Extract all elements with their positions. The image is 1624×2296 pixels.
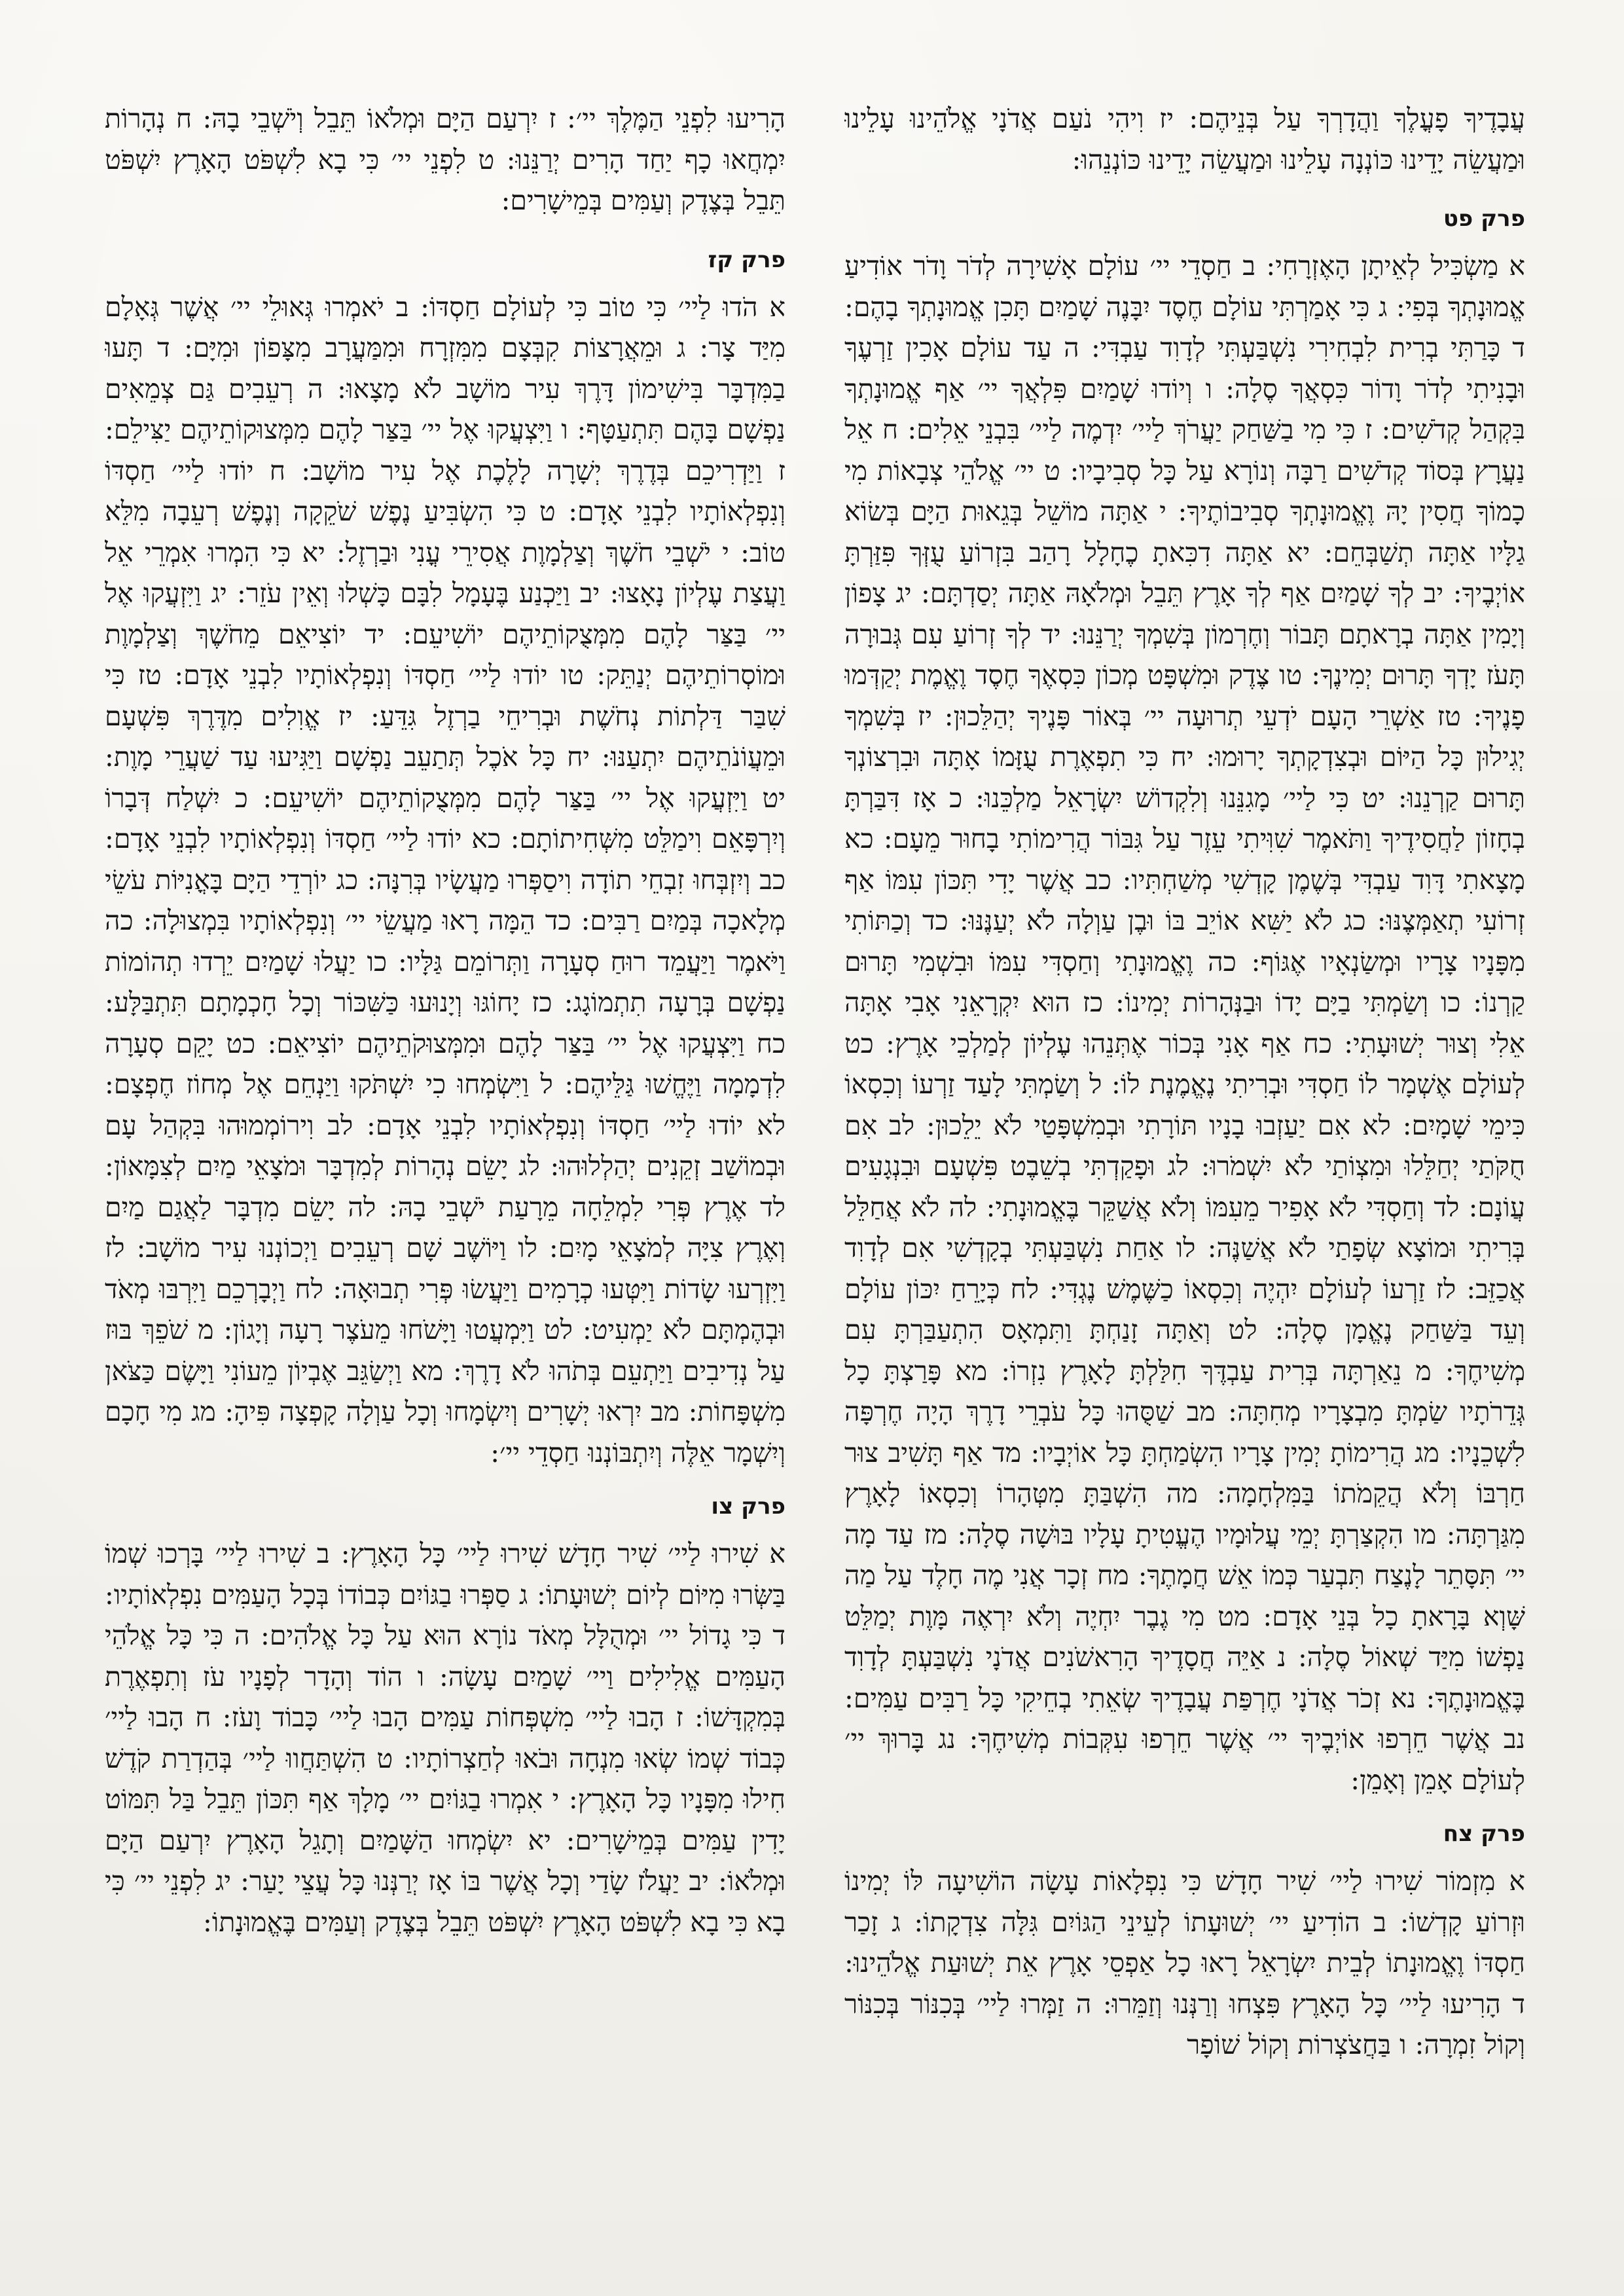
chapter-96-text: א שִׁירוּ לַיי׳ שִׁיר חָדָשׁ שִׁירוּ לַיי׳ כָּל הָאָרֶץ: ב שִׁירוּ לַיי׳ בָּרְכוּ שְׁמוֹ בַּשְּׂרוּ מִיּוֹם לְיוֹם יְשׁוּעָתוֹ: ג סַפְּרוּ בַגּוֹיִם כְּבוֹדוֹ בְּכָל הָעַמִּים נִפְלְאוֹתָיו: ד כִּי גָדוֹל יי׳ וּמְהֻלָּל מְאֹד נוֹרָא הוּא עַל כָּל אֱלֹהִים: ה כִּי כָּל אֱלֹהֵי הָעַמִּים אֱלִילִים וַיי׳ שָׁמַיִם עָשָׂה: ו הוֹד וְהָדָר לְפָנָיו עֹז וְתִפְאֶרֶת בְּמִקְדָּשׁוֹ: ז הָבוּ לַיי׳ מִשְׁפְּחוֹת עַמִּים הָבוּ לַיי׳ כָּבוֹד וָעֹז: ח הָבוּ לַיי׳ כְּבוֹד שְׁמוֹ שְׂאוּ מִנְחָה וּבֹאוּ לְחַצְרוֹתָיו: ט הִשְׁתַּחֲווּ לַיי׳ בְּהַדְרַת קֹדֶשׁ חִילוּ מִפָּנָיו כָּל הָאָרֶץ: י אִמְרוּ בַגּוֹיִם יי׳ מָלָךְ אַף תִּכּוֹן תֵּבֵל בַּל תִּמּוֹט יָדִין עַמִּים בְּמֵישָׁרִים: יא יִשְׂמְחוּ הַשָּׁמַיִם וְתָגֵל הָאָרֶץ יִרְעַם הַיָּם וּמְלֹאוֹ: יב יַעֲלֹז שָׂדַי וְכָל אֲשֶׁר בּוֹ אָז יְרַנְּנוּ כָּל עֲצֵי יָעַר: יג לִפְנֵי יי׳ כִּי בָא כִּי בָא לִשְׁפֹּט הָאָרֶץ יִשְׁפֹּט תֵּבֵל בְּצֶדֶק וְעַמִּים בֶּאֱמוּנָתוֹ:	[105, 1538, 785, 1938]
chapter-96-heading: פרק צו	[711, 1493, 785, 1520]
chapter-98-heading: פרק צח	[1443, 1821, 1525, 1847]
chapter-98-text: א מִזְמוֹר שִׁירוּ לַיי׳ שִׁיר חָדָשׁ כִּי נִפְלָאוֹת עָשָׂה הוֹשִׁיעָה לּוֹ יְמִינוֹ וּזְרוֹעַ קָדְשׁוֹ: ב הוֹדִיעַ יי׳ יְשׁוּעָתוֹ לְעֵינֵי הַגּוֹיִם גִּלָּה צִדְקָתוֹ: ג זָכַר חַסְדּוֹ וֶאֱמוּנָתוֹ לְבֵית יִשְׂרָאֵל רָאוּ כָל אַפְסֵי אָרֶץ אֵת יְשׁוּעַת אֱלֹהֵינוּ: ד הָרִיעוּ לַיי׳ כָּל הָאָרֶץ פִּצְחוּ וְרַנְּנוּ וְזַמֵּרוּ: ה זַמְּרוּ לַיי׳ בְּכִנּוֹר בְּכִנּוֹר וְקוֹל זִמְרָה: ו בַּחֲצֹצְרוֹת וְקוֹל שׁוֹפָר	[844, 1865, 1525, 2060]
psalm-98-continuation: הָרִיעוּ לִפְנֵי הַמֶּלֶךְ יי׳: ז יִרְעַם הַיָּם וּמְלֹאוֹ תֵּבֵל וְיֹשְׁבֵי בָהּ: ח נְהָרוֹת יִמְחֲאוּ כָף יַחַד הָרִים יְרַנֵּנוּ: ט לִפְנֵי יי׳ כִּי בָא לִשְׁפֹּט הָאָרֶץ יִשְׁפֹּט תֵּבֵל בְּצֶדֶק וְעַמִּים בְּמֵישָׁרִים:	[105, 103, 785, 216]
right-column	[844, 98, 1525, 2219]
chapter-89-text: א מַשְׂכִּיל לְאֵיתָן הָאֶזְרָחִי: ב חַסְדֵי יי׳ עוֹלָם אָשִׁירָה לְדֹר וָדֹר אוֹדִיעַ אֱמוּנָתְךָ בְּפִי: ג כִּי אָמַרְתִּי עוֹלָם חֶסֶד יִבָּנֶה שָׁמַיִם תָּכִן אֱמוּנָתְךָ בָהֶם: ד כָּרַתִּי בְרִית לִבְחִירִי נִשְׁבַּעְתִּי לְדָוִד עַבְדִּי: ה עַד עוֹלָם אָכִין זַרְעֶךָ וּבָנִיתִי לְדֹר וָדוֹר כִּסְאֲךָ סֶלָה: ו וְיוֹדוּ שָׁמַיִם פִּלְאֲךָ יי׳ אַף אֱמוּנָתְךָ בִּקְהַל קְדֹשִׁים: ז כִּי מִי בַשַּׁחַק יַעֲרֹךְ לַיי׳ יִדְמֶה לַיי׳ בִּבְנֵי אֵלִים: ח אֵל נַעֲרָץ בְּסוֹד קְדֹשִׁים רַבָּה וְנוֹרָא עַל כָּל סְבִיבָיו: ט יי׳ אֱלֹהֵי צְבָאוֹת מִי כָמוֹךָ חֲסִין יָהּ וֶאֱמוּנָתְךָ סְבִיבוֹתֶיךָ: י אַתָּה מוֹשֵׁל בְּגֵאוּת הַיָּם בְּשׂוֹא גַלָּיו אַתָּה תְשַׁבְּחֵם: יא אַתָּה דִכִּאתָ כֶחָלָל רָהַב בִּזְרוֹעַ עֻזְּךָ פִּזַּרְתָּ אוֹיְבֶיךָ: יב לְךָ שָׁמַיִם אַף לְךָ אָרֶץ תֵּבֵל וּמְלֹאָהּ אַתָּה יְסַדְתָּם: יג צָפוֹן וְיָמִין אַתָּה בְרָאתָם תָּבוֹר וְחֶרְמוֹן בְּשִׁמְךָ יְרַנֵּנוּ: יד לְךָ זְרוֹעַ עִם גְּבוּרָה תָּעֹז יָדְךָ תָּרוּם יְמִינֶךָ: טו צֶדֶק וּמִשְׁפָּט מְכוֹן כִּסְאֶךָ חֶסֶד וֶאֱמֶת יְקַדְּמוּ פָנֶיךָ: טז אַשְׁרֵי הָעָם יֹדְעֵי תְרוּעָה יי׳ בְּאוֹר פָּנֶיךָ יְהַלֵּכוּן: יז בְּשִׁמְךָ יְגִילוּן כָּל הַיּוֹם וּבְצִדְקָתְךָ יָרוּמוּ: יח כִּי תִפְאֶרֶת עֻזָּמוֹ אָתָּה וּבִרְצוֹנְךָ תָּרוּם קַרְנֵנוּ: יט כִּי לַיי׳ מָגִנֵּנוּ וְלִקְדוֹשׁ יִשְׂרָאֵל מַלְכֵּנוּ: כ אָז דִּבַּרְתָּ בְחָזוֹן לַחֲסִידֶיךָ וַתֹּאמֶר שִׁוִּיתִי עֵזֶר עַל גִּבּוֹר הֲרִימוֹתִי בָחוּר מֵעָם: כא מָצָאתִי דָּוִד עַבְדִּי בְּשֶׁמֶן קָדְשִׁי מְשַׁחְתִּיו: כב אֲשֶׁר יָדִי תִּכּוֹן עִמּוֹ אַף זְרוֹעִי תְאַמְּצֶנּוּ: כג לֹא יַשִּׁא אוֹיֵב בּוֹ וּבֶן עַוְלָה לֹא יְעַנֶּנּוּ: כד וְכַתּוֹתִי מִפָּנָיו צָרָיו וּמְשַׂנְאָיו אֶגּוֹף: כה וֶאֱמוּנָתִי וְחַסְדִּי עִמּוֹ וּבִשְׁמִי תָּרוּם קַרְנוֹ: כו וְשַׂמְתִּי בַיָּם יָדוֹ וּבַנְּהָרוֹת יְמִינוֹ: כז הוּא יִקְרָאֵנִי אָבִי אָתָּה אֵלִי וְצוּר יְשׁוּעָתִי: כח אַף אָנִי בְּכוֹר אֶתְּנֵהוּ עֶלְיוֹן לְמַלְכֵי אָרֶץ: כט לְעוֹלָם אֶשְׁמָר לוֹ חַסְדִּי וּבְרִיתִי נֶאֱמֶנֶת לוֹ: ל וְשַׂמְתִּי לָעַד זַרְעוֹ וְכִסְאוֹ כִּימֵי שָׁמָיִם: לא אִם יַעַזְבוּ בָנָיו תּוֹרָתִי וּבְמִשְׁפָּטַי לֹא יֵלֵכוּן: לב אִם חֻקֹּתַי יְחַלֵּלוּ וּמִצְוֹתַי לֹא יִשְׁמֹרוּ: לג וּפָקַדְתִּי בְשֵׁבֶט פִּשְׁעָם וּבִנְגָעִים עֲוֹנָם: לד וְחַסְדִּי לֹא אָפִיר מֵעִמּוֹ וְלֹא אֲשַׁקֵּר בֶּאֱמוּנָתִי: לה לֹא אֲחַלֵּל בְּרִיתִי וּמוֹצָא שְׂפָתַי לֹא אֲשַׁנֶּה: לו אַחַת נִשְׁבַּעְתִּי בְקָדְשִׁי אִם לְדָוִד אֲכַזֵּב: לז זַרְעוֹ לְעוֹלָם יִהְיֶה וְכִסְאוֹ כַשֶּׁמֶשׁ נֶגְדִּי: לח כְּיָרֵחַ יִכּוֹן עוֹלָם וְעֵד בַּשַּׁחַק נֶאֱמָן סֶלָה: לט וְאַתָּה זָנַחְתָּ וַתִּמְאָס הִתְעַבַּרְתָּ עִם מְשִׁיחֶךָ: מ נֵאַרְתָּה בְּרִית עַבְדֶּךָ חִלַּלְתָּ לָאָרֶץ נִזְרוֹ: מא פָּרַצְתָּ כָל גְּדֵרֹתָיו שַׂמְתָּ מִבְצָרָיו מְחִתָּה: מב שַׁסֻּהוּ כָּל עֹבְרֵי דָרֶךְ הָיָה חֶרְפָּה לִשְׁכֵנָיו: מג הֲרִימוֹתָ יְמִין צָרָיו הִשְׂמַחְתָּ כָּל אוֹיְבָיו: מד אַף תָּשִׁיב צוּר חַרְבּוֹ וְלֹא הֲקֵמֹתוֹ בַּמִּלְחָמָה: מה הִשְׁבַּתָּ מִטְּהָרוֹ וְכִסְאוֹ לָאָרֶץ מִגַּרְתָּה: מו הִקְצַרְתָּ יְמֵי עֲלוּמָיו הֶעֱטִיתָ עָלָיו בּוּשָׁה סֶלָה: מז עַד מָה יי׳ תִּסָּתֵר לָנֶצַח תִּבְעַר כְּמוֹ אֵשׁ חֲמָתֶךָ: מח זְכָר אֲנִי מֶה חָלֶד עַל מַה שָּׁוְא בָּרָאתָ כָל בְּנֵי אָדָם: מט מִי גֶבֶר יִחְיֶה וְלֹא יִרְאֶה מָּוֶת יְמַלֵּט נַפְשׁוֹ מִיַּד שְׁאוֹל סֶלָה: נ אַיֵּה חֲסָדֶיךָ הָרִאשֹׁנִים אֲדֹנָי נִשְׁבַּעְתָּ לְדָוִד בֶּאֱמוּנָתֶךָ: נא זְכֹר אֲדֹנָי חֶרְפַּת עֲבָדֶיךָ שְׂאֵתִי בְחֵיקִי כָּל רַבִּים עַמִּים: נב אֲשֶׁר חֵרְפוּ אוֹיְבֶיךָ יי׳ אֲשֶׁר חֵרְפוּ עִקְּבוֹת מְשִׁיחֶךָ: נג בָּרוּךְ יי׳ לְעוֹלָם אָמֵן וְאָמֵן:	[844, 250, 1525, 1796]
left-column	[105, 98, 785, 2219]
chapter-89-heading: פרק פט	[1443, 206, 1525, 232]
psalm-90-continuation: עֲבָדֶיךָ פָעֳלֶךָ וַהֲדָרְךָ עַל בְּנֵיהֶם: יז וִיהִי נֹעַם אֲדֹנָי אֱלֹהֵינוּ עָלֵינוּ וּמַעֲשֵׂה יָדֵינוּ כּוֹנְנָה עָלֵינוּ וּמַעֲשֵׂה יָדֵינוּ כּוֹנְנֵהוּ:	[844, 103, 1525, 175]
chapter-107-heading: פרק קז	[708, 246, 785, 273]
chapter-107-text: א הֹדוּ לַיי׳ כִּי טוֹב כִּי לְעוֹלָם חַסְדּוֹ: ב יֹאמְרוּ גְּאוּלֵי יי׳ אֲשֶׁר גְּאָלָם מִיַּד צָר: ג וּמֵאֲרָצוֹת קִבְּצָם מִמִּזְרָח וּמִמַּעֲרָב מִצָּפוֹן וּמִיָּם: ד תָּעוּ בַמִּדְבָּר בִּישִׁימוֹן דָּרֶךְ עִיר מוֹשָׁב לֹא מָצָאוּ: ה רְעֵבִים גַּם צְמֵאִים נַפְשָׁם בָּהֶם תִּתְעַטָּף: ו וַיִּצְעֲקוּ אֶל יי׳ בַּצַּר לָהֶם מִמְּצוּקוֹתֵיהֶם יַצִּילֵם: ז וַיַּדְרִיכֵם בְּדֶרֶךְ יְשָׁרָה לָלֶכֶת אֶל עִיר מוֹשָׁב: ח יוֹדוּ לַיי׳ חַסְדּוֹ וְנִפְלְאוֹתָיו לִבְנֵי אָדָם: ט כִּי הִשְׂבִּיעַ נֶפֶשׁ שֹׁקֵקָה וְנֶפֶשׁ רְעֵבָה מִלֵּא טוֹב: י יֹשְׁבֵי חֹשֶׁךְ וְצַלְמָוֶת אֲסִירֵי עֳנִי וּבַרְזֶל: יא כִּי הִמְרוּ אִמְרֵי אֵל וַעֲצַת עֶלְיוֹן נָאָצוּ: יב וַיַּכְנַע בֶּעָמָל לִבָּם כָּשְׁלוּ וְאֵין עֹזֵר: יג וַיִּזְעֲקוּ אֶל יי׳ בַּצַּר לָהֶם מִמְּצֻקוֹתֵיהֶם יוֹשִׁיעֵם: יד יוֹצִיאֵם מֵחֹשֶׁךְ וְצַלְמָוֶת וּמוֹסְרוֹתֵיהֶם יְנַתֵּק: טו יוֹדוּ לַיי׳ חַסְדּוֹ וְנִפְלְאוֹתָיו לִבְנֵי אָדָם: טז כִּי שִׁבַּר דַּלְתוֹת נְחֹשֶׁת וּבְרִיחֵי בַרְזֶל גִּדֵּעַ: יז אֱוִלִים מִדֶּרֶךְ פִּשְׁעָם וּמֵעֲוֹנֹתֵיהֶם יִתְעַנּוּ: יח כָּל אֹכֶל תְּתַעֵב נַפְשָׁם וַיַּגִּיעוּ עַד שַׁעֲרֵי מָוֶת: יט וַיִּזְעֲקוּ אֶל יי׳ בַּצַּר לָהֶם מִמְּצֻקוֹתֵיהֶם יוֹשִׁיעֵם: כ יִשְׁלַח דְּבָרוֹ וְיִרְפָּאֵם וִימַלֵּט מִשְּׁחִיתוֹתָם: כא יוֹדוּ לַיי׳ חַסְדּוֹ וְנִפְלְאוֹתָיו לִבְנֵי אָדָם: כב וְיִזְבְּחוּ זִבְחֵי תוֹדָה וִיסַפְּרוּ מַעֲשָׂיו בְּרִנָּה: כג יוֹרְדֵי הַיָּם בָּאֳנִיּוֹת עֹשֵׂי מְלָאכָה בְּמַיִם רַבִּים: כד הֵמָּה רָאוּ מַעֲשֵׂי יי׳ וְנִפְלְאוֹתָיו בִּמְצוּלָה: כה וַיֹּאמֶר וַיַּעֲמֵד רוּחַ סְעָרָה וַתְּרוֹמֵם גַּלָּיו: כו יַעֲלוּ שָׁמַיִם יֵרְדוּ תְהוֹמוֹת נַפְשָׁם בְּרָעָה תִתְמוֹגָג: כז יָחוֹגּוּ וְיָנוּעוּ כַּשִּׁכּוֹר וְכָל חָכְמָתָם תִּתְבַּלָּע: כח וַיִּצְעֲקוּ אֶל יי׳ בַּצַּר לָהֶם וּמִמְּצוּקֹתֵיהֶם יוֹצִיאֵם: כט יָקֵם סְעָרָה לִדְמָמָה וַיֶּחֱשׁוּ גַּלֵּיהֶם: ל וַיִּשְׂמְחוּ כִי יִשְׁתֹּקוּ וַיַּנְחֵם אֶל מְחוֹז חֶפְצָם: לא יוֹדוּ לַיי׳ חַסְדּוֹ וְנִפְלְאוֹתָיו לִבְנֵי אָדָם: לב וִירוֹמְמוּהוּ בִּקְהַל עָם וּבְמוֹשַׁב זְקֵנִים יְהַלְלוּהוּ: לג יָשֵׂם נְהָרוֹת לְמִדְבָּר וּמֹצָאֵי מַיִם לְצִמָּאוֹן: לד אֶרֶץ פְּרִי לִמְלֵחָה מֵרָעַת יֹשְׁבֵי בָהּ: לה יָשֵׂם מִדְבָּר לַאֲגַם מַיִם וְאֶרֶץ צִיָּה לְמֹצָאֵי מָיִם: לו וַיּוֹשֶׁב שָׁם רְעֵבִים וַיְכוֹנְנוּ עִיר מוֹשָׁב: לז וַיִּזְרְעוּ שָׂדוֹת וַיִּטְּעוּ כְרָמִים וַיַּעֲשׂוּ פְּרִי תְבוּאָה: לח וַיְבָרְכֵם וַיִּרְבּוּ מְאֹד וּבְהֶמְתָּם לֹא יַמְעִיט: לט וַיִּמְעֲטוּ וַיָּשֹׁחוּ מֵעֹצֶר רָעָה וְיָגוֹן: מ שֹׁפֵךְ בּוּז עַל נְדִיבִים וַיַּתְעֵם בְּתֹהוּ לֹא דָרֶךְ: מא וַיְשַׂגֵּב אֶבְיוֹן מֵעוֹנִי וַיָּשֶׂם כַּצֹּאן מִשְׁפָּחוֹת: מב יִרְאוּ יְשָׁרִים וְיִשְׂמָחוּ וְכָל עַוְלָה קָפְצָה פִּיהָ: מג מִי חָכָם וְיִשְׁמָר אֵלֶּה וְיִתְבּוֹנְנוּ חַסְדֵי יי׳:	[105, 291, 785, 1468]
